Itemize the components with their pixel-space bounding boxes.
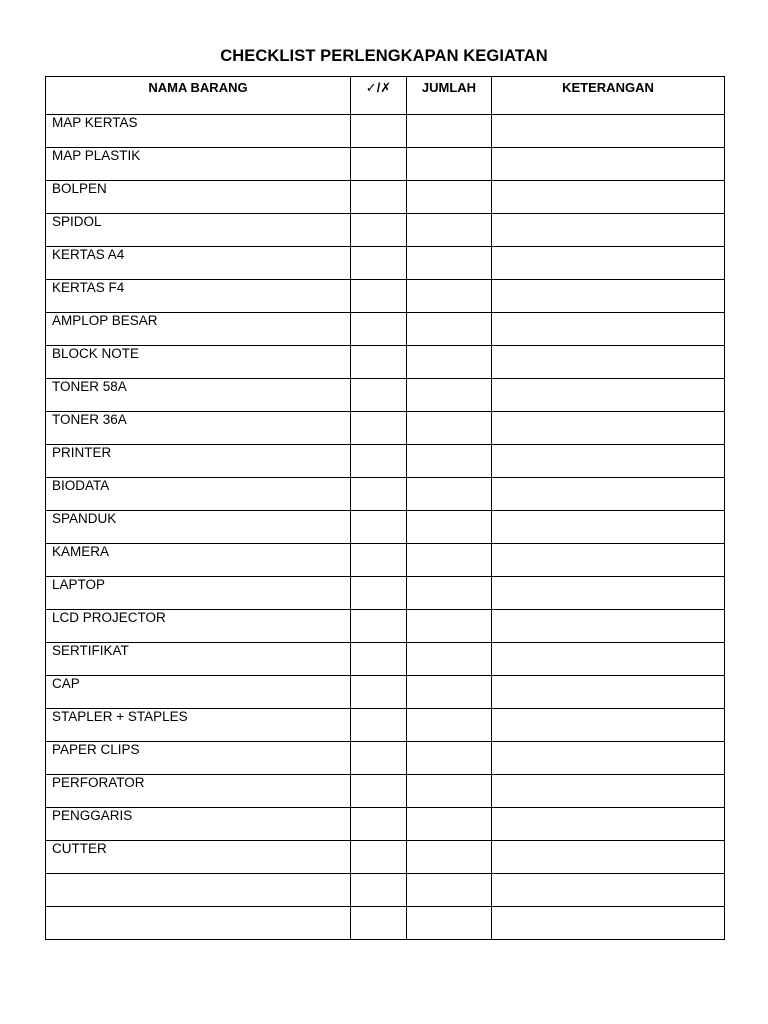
cell-notes bbox=[492, 478, 725, 511]
table-row bbox=[46, 181, 725, 214]
cell-item-name: SPIDOL bbox=[46, 214, 351, 247]
cell-check bbox=[351, 577, 407, 610]
cell-item-name: KAMERA bbox=[46, 544, 351, 577]
cell-quantity bbox=[407, 511, 492, 544]
cell-quantity bbox=[407, 280, 492, 313]
checklist-table bbox=[45, 76, 725, 940]
table-row bbox=[46, 379, 725, 412]
cell-notes bbox=[492, 214, 725, 247]
table-row bbox=[46, 148, 725, 181]
cell-check bbox=[351, 115, 407, 148]
cell-notes bbox=[492, 808, 725, 841]
cell-item-name: KERTAS F4 bbox=[46, 280, 351, 313]
cell-notes bbox=[492, 148, 725, 181]
cell-check bbox=[351, 808, 407, 841]
cell-notes bbox=[492, 775, 725, 808]
cell-check bbox=[351, 709, 407, 742]
cell-item-name: SERTIFIKAT bbox=[46, 643, 351, 676]
table-row bbox=[46, 874, 725, 907]
cell-item-name: MAP PLASTIK bbox=[46, 148, 351, 181]
cell-item-name: PENGGARIS bbox=[46, 808, 351, 841]
cell-quantity bbox=[407, 148, 492, 181]
cell-quantity bbox=[407, 907, 492, 940]
cell-check bbox=[351, 841, 407, 874]
table-row bbox=[46, 478, 725, 511]
cell-check bbox=[351, 181, 407, 214]
table-row bbox=[46, 808, 725, 841]
table-row bbox=[46, 676, 725, 709]
table-row bbox=[46, 412, 725, 445]
cell-item-name: AMPLOP BESAR bbox=[46, 313, 351, 346]
cell-item-name: SPANDUK bbox=[46, 511, 351, 544]
cell-quantity bbox=[407, 544, 492, 577]
cell-quantity bbox=[407, 610, 492, 643]
cell-item-name: BIODATA bbox=[46, 478, 351, 511]
cell-quantity bbox=[407, 742, 492, 775]
table-row bbox=[46, 544, 725, 577]
cell-quantity bbox=[407, 841, 492, 874]
header-check: ✓/✗ bbox=[351, 77, 407, 115]
cell-notes bbox=[492, 643, 725, 676]
cell-quantity bbox=[407, 874, 492, 907]
cell-notes bbox=[492, 907, 725, 940]
header-notes: KETERANGAN bbox=[492, 77, 725, 115]
cell-notes bbox=[492, 346, 725, 379]
cell-notes bbox=[492, 115, 725, 148]
table-row bbox=[46, 280, 725, 313]
cell-quantity bbox=[407, 214, 492, 247]
cell-check bbox=[351, 247, 407, 280]
cell-notes bbox=[492, 412, 725, 445]
cell-quantity bbox=[407, 808, 492, 841]
cell-quantity bbox=[407, 445, 492, 478]
cell-check bbox=[351, 610, 407, 643]
cell-item-name: PRINTER bbox=[46, 445, 351, 478]
cell-check bbox=[351, 478, 407, 511]
cell-check bbox=[351, 775, 407, 808]
cell-notes bbox=[492, 742, 725, 775]
cell-check bbox=[351, 412, 407, 445]
cell-item-name bbox=[46, 874, 351, 907]
table-row bbox=[46, 709, 725, 742]
cell-notes bbox=[492, 874, 725, 907]
cell-item-name: LAPTOP bbox=[46, 577, 351, 610]
cell-notes bbox=[492, 511, 725, 544]
cell-check bbox=[351, 544, 407, 577]
cell-check bbox=[351, 280, 407, 313]
cell-item-name: PERFORATOR bbox=[46, 775, 351, 808]
cell-check bbox=[351, 445, 407, 478]
table-row bbox=[46, 643, 725, 676]
table-header-row bbox=[46, 77, 725, 115]
table-row bbox=[46, 346, 725, 379]
cell-check bbox=[351, 511, 407, 544]
table-row bbox=[46, 511, 725, 544]
cell-check bbox=[351, 214, 407, 247]
cell-quantity bbox=[407, 379, 492, 412]
table-row bbox=[46, 907, 725, 940]
cell-item-name: BOLPEN bbox=[46, 181, 351, 214]
cell-notes bbox=[492, 280, 725, 313]
table-row bbox=[46, 214, 725, 247]
cell-notes bbox=[492, 544, 725, 577]
table-row bbox=[46, 445, 725, 478]
table-row bbox=[46, 610, 725, 643]
cell-item-name bbox=[46, 907, 351, 940]
cell-quantity bbox=[407, 346, 492, 379]
cell-quantity bbox=[407, 412, 492, 445]
cell-quantity bbox=[407, 775, 492, 808]
header-quantity: JUMLAH bbox=[407, 77, 492, 115]
table-row bbox=[46, 841, 725, 874]
cell-quantity bbox=[407, 577, 492, 610]
table-row bbox=[46, 742, 725, 775]
cell-item-name: CAP bbox=[46, 676, 351, 709]
cell-check bbox=[351, 907, 407, 940]
cell-notes bbox=[492, 610, 725, 643]
cell-item-name: TONER 36A bbox=[46, 412, 351, 445]
cell-notes bbox=[492, 709, 725, 742]
cell-quantity bbox=[407, 676, 492, 709]
cell-quantity bbox=[407, 181, 492, 214]
cell-check bbox=[351, 874, 407, 907]
table-row bbox=[46, 577, 725, 610]
cell-check bbox=[351, 148, 407, 181]
cell-item-name: BLOCK NOTE bbox=[46, 346, 351, 379]
cell-check bbox=[351, 676, 407, 709]
cell-item-name: LCD PROJECTOR bbox=[46, 610, 351, 643]
cell-check bbox=[351, 742, 407, 775]
cell-notes bbox=[492, 379, 725, 412]
cell-quantity bbox=[407, 478, 492, 511]
cell-check bbox=[351, 379, 407, 412]
cell-item-name: MAP KERTAS bbox=[46, 115, 351, 148]
cell-quantity bbox=[407, 115, 492, 148]
cell-quantity bbox=[407, 643, 492, 676]
table-row bbox=[46, 775, 725, 808]
cell-item-name: CUTTER bbox=[46, 841, 351, 874]
cell-notes bbox=[492, 181, 725, 214]
document-title: CHECKLIST PERLENGKAPAN KEGIATAN bbox=[220, 47, 548, 65]
header-item-name: NAMA BARANG bbox=[46, 77, 351, 115]
cell-item-name: PAPER CLIPS bbox=[46, 742, 351, 775]
table-row bbox=[46, 313, 725, 346]
cell-check bbox=[351, 346, 407, 379]
cell-notes bbox=[492, 247, 725, 280]
cell-item-name: KERTAS A4 bbox=[46, 247, 351, 280]
cell-item-name: STAPLER + STAPLES bbox=[46, 709, 351, 742]
cell-quantity bbox=[407, 247, 492, 280]
table-row bbox=[46, 115, 725, 148]
cell-notes bbox=[492, 313, 725, 346]
cell-item-name: TONER 58A bbox=[46, 379, 351, 412]
table-row bbox=[46, 247, 725, 280]
cell-notes bbox=[492, 676, 725, 709]
cell-notes bbox=[492, 445, 725, 478]
cell-check bbox=[351, 643, 407, 676]
cell-notes bbox=[492, 577, 725, 610]
cell-quantity bbox=[407, 709, 492, 742]
cell-quantity bbox=[407, 313, 492, 346]
cell-notes bbox=[492, 841, 725, 874]
cell-check bbox=[351, 313, 407, 346]
